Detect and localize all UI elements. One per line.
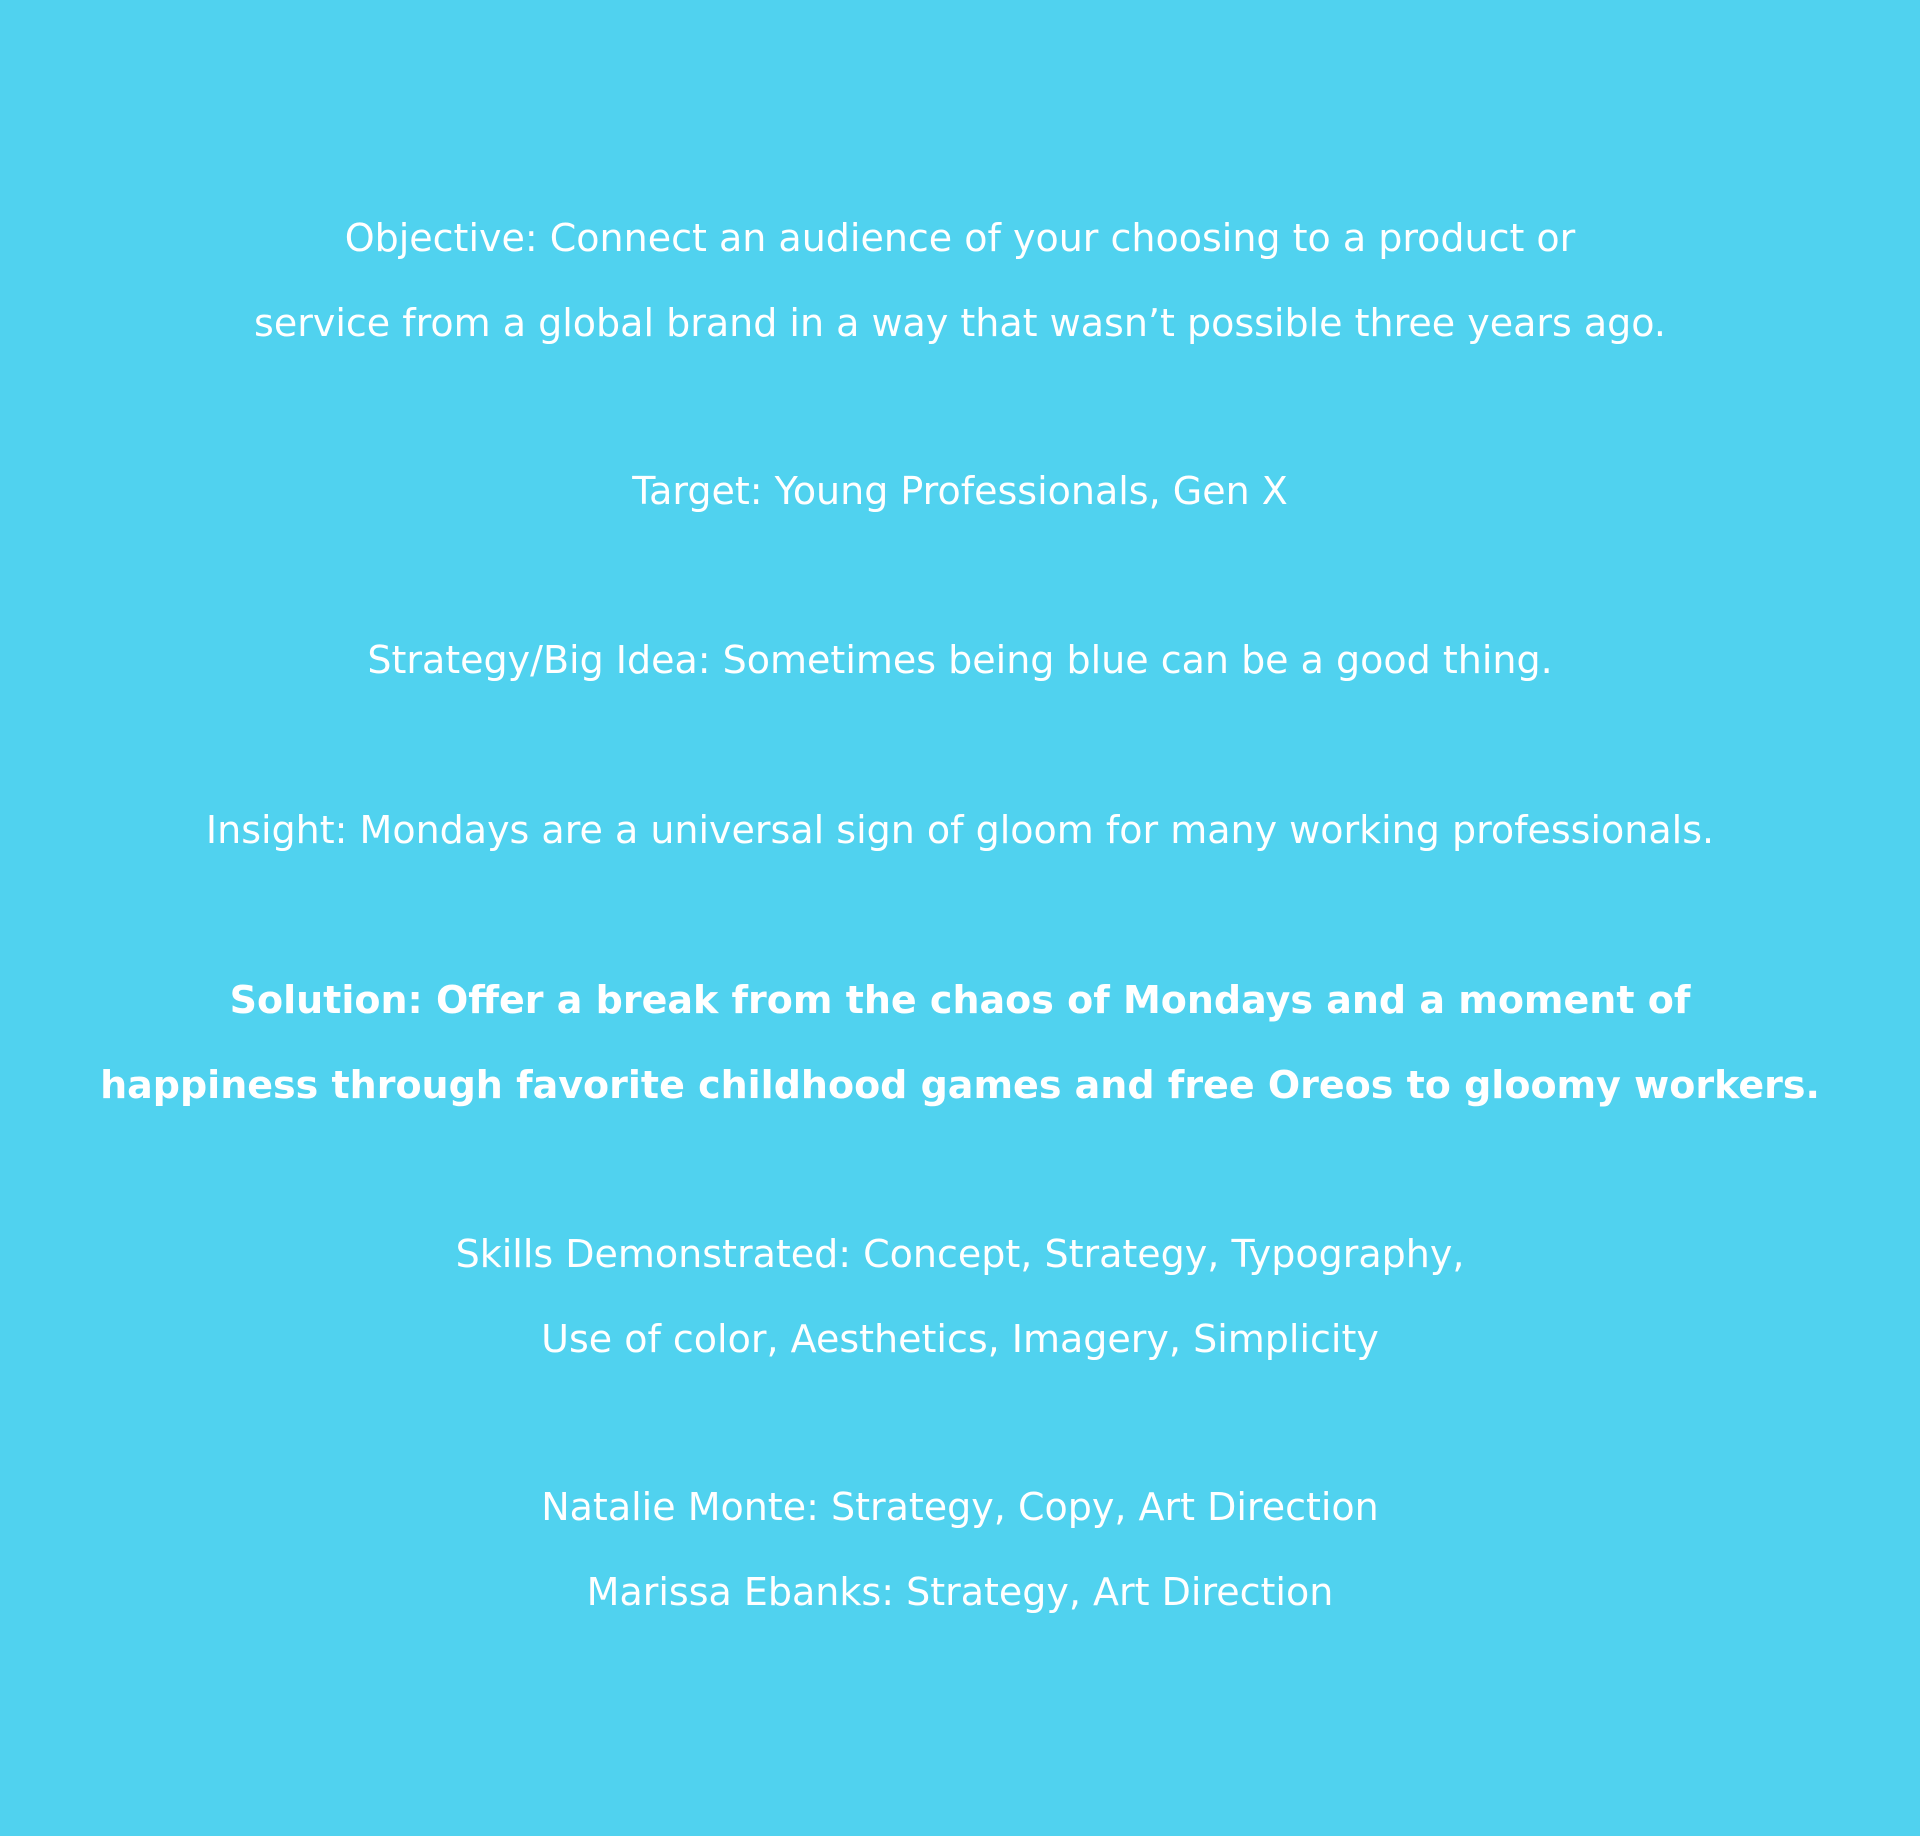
solution-line-2: happiness through favorite childhood games and free Oreos to gloomy workers. (100, 1063, 1820, 1107)
objective-line-2: service from a global brand in a way that wasn’t possible three years ago. (254, 301, 1666, 345)
objective-line-1: Objective: Connect an audience of your choosing to a product or (344, 216, 1576, 260)
credits-paragraph (0, 1465, 1920, 1635)
solution-paragraph (0, 958, 1920, 1128)
target-line: Target: Young Professionals, Gen X (632, 469, 1288, 513)
solution-line-1: Solution: Offer a break from the chaos of Mondays and a moment of (229, 978, 1691, 1022)
insight-paragraph (0, 788, 1920, 873)
skills-paragraph (0, 1212, 1920, 1382)
objective-paragraph (0, 196, 1920, 366)
strategy-line: Strategy/Big Idea: Sometimes being blue can be a good thing. (367, 638, 1553, 682)
skills-line-1: Skills Demonstrated: Concept, Strategy, Typography, (455, 1232, 1465, 1276)
target-paragraph (0, 449, 1920, 534)
insight-line: Insight: Mondays are a universal sign of gloom for many working professionals. (205, 808, 1715, 852)
skills-line-2: Use of color, Aesthetics, Imagery, Simplicity (541, 1317, 1379, 1361)
credit-natalie-monte: Natalie Monte: Strategy, Copy, Art Direction (541, 1485, 1379, 1529)
strategy-paragraph (0, 618, 1920, 703)
credit-marissa-ebanks: Marissa Ebanks: Strategy, Art Direction (586, 1570, 1334, 1614)
